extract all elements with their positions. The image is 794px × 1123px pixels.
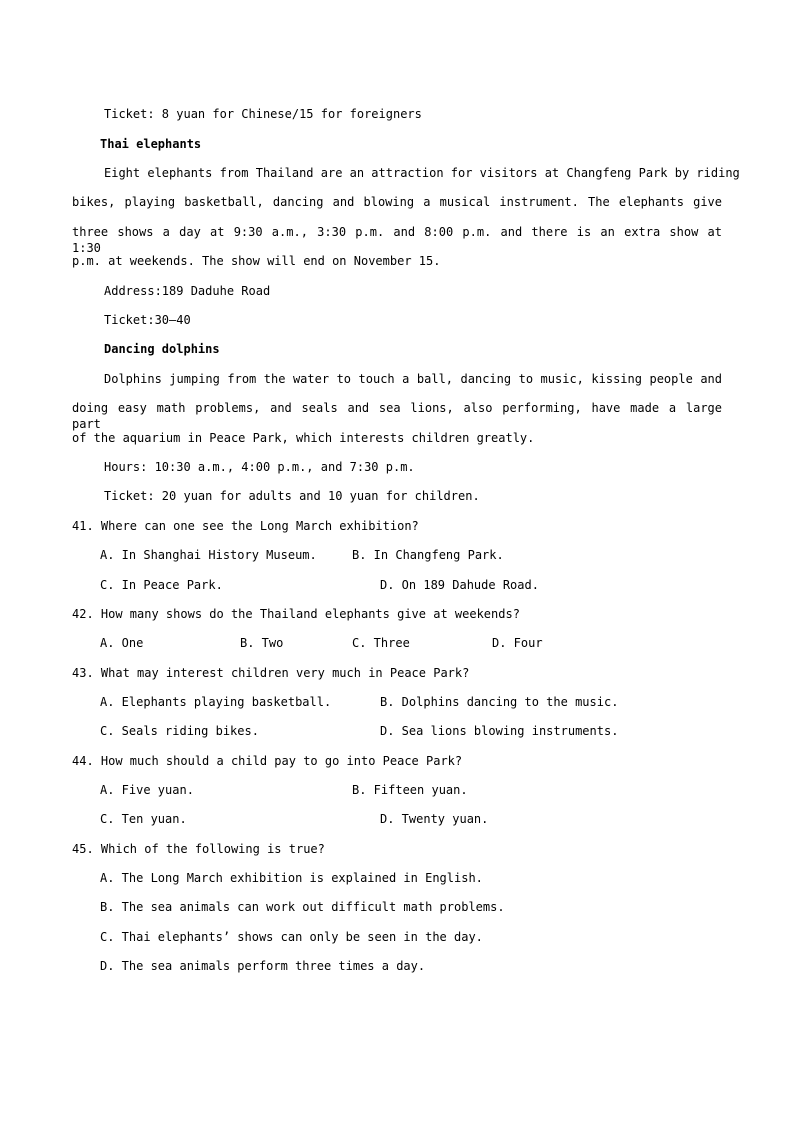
question-43-option-d: D. Sea lions blowing instruments.: [380, 724, 619, 738]
hours-line: Hours: 10:30 a.m., 4:00 p.m., and 7:30 p.m.: [104, 460, 415, 474]
question-41-option-c: C. In Peace Park.: [100, 578, 223, 592]
question-45-option-a: A. The Long March exhibition is explained in English.: [100, 871, 483, 885]
question-41-option-d: D. On 189 Dahude Road.: [380, 578, 539, 592]
ticket-line-dolphins: Ticket: 20 yuan for adults and 10 yuan for children.: [104, 489, 480, 503]
question-41-option-a: A. In Shanghai History Museum.: [100, 548, 317, 562]
question-44-option-d: D. Twenty yuan.: [380, 812, 489, 826]
elephants-paragraph-line: bikes, playing basketball, dancing and blowing a musical instrument. The elephants give: [72, 195, 722, 209]
question-42-option-b: B. Two: [240, 636, 284, 650]
question-44-option-c: C. Ten yuan.: [100, 812, 187, 826]
dolphins-paragraph-line: of the aquarium in Peace Park, which interests children greatly.: [72, 431, 535, 445]
elephants-paragraph-line: three shows a day at 9:30 a.m., 3:30 p.m. and 8:00 p.m. and there is an extra show at 1:30: [72, 225, 722, 255]
elephants-paragraph-line: Eight elephants from Thailand are an attraction for visitors at Changfeng Park by riding: [104, 166, 740, 180]
dolphins-paragraph-line: doing easy math problems, and seals and sea lions, also performing, have made a large part: [72, 401, 722, 431]
ticket-line-elephants: Ticket:30—40: [104, 313, 191, 327]
question-42-option-a: A. One: [100, 636, 144, 650]
question-42-stem: 42. How many shows do the Thailand elephants give at weekends?: [72, 607, 520, 621]
question-43-stem: 43. What may interest children very much in Peace Park?: [72, 666, 470, 680]
question-44-option-b: B. Fifteen yuan.: [352, 783, 468, 797]
question-43-option-c: C. Seals riding bikes.: [100, 724, 259, 738]
question-43-option-a: A. Elephants playing basketball.: [100, 695, 332, 709]
question-45-option-b: B. The sea animals can work out difficult math problems.: [100, 900, 505, 914]
question-44-option-a: A. Five yuan.: [100, 783, 194, 797]
question-45-option-d: D. The sea animals perform three times a day.: [100, 959, 426, 973]
question-44-stem: 44. How much should a child pay to go into Peace Park?: [72, 754, 463, 768]
question-45-option-c: C. Thai elephants’ shows can only be seen in the day.: [100, 930, 483, 944]
dolphins-paragraph-line: Dolphins jumping from the water to touch a ball, dancing to music, kissing people and: [104, 372, 722, 386]
question-43-option-b: B. Dolphins dancing to the music.: [380, 695, 619, 709]
heading-dancing-dolphins: Dancing dolphins: [104, 342, 220, 356]
elephants-paragraph-line: p.m. at weekends. The show will end on November 15.: [72, 254, 441, 268]
question-42-option-d: D. Four: [492, 636, 543, 650]
heading-thai-elephants: Thai elephants: [100, 137, 202, 151]
ticket-line-history: Ticket: 8 yuan for Chinese/15 for foreigners: [104, 107, 422, 121]
question-42-option-c: C. Three: [352, 636, 410, 650]
question-41-option-b: B. In Changfeng Park.: [352, 548, 504, 562]
question-41-stem: 41. Where can one see the Long March exhibition?: [72, 519, 419, 533]
address-line: Address:189 Daduhe Road: [104, 284, 271, 298]
question-45-stem: 45. Which of the following is true?: [72, 842, 325, 856]
